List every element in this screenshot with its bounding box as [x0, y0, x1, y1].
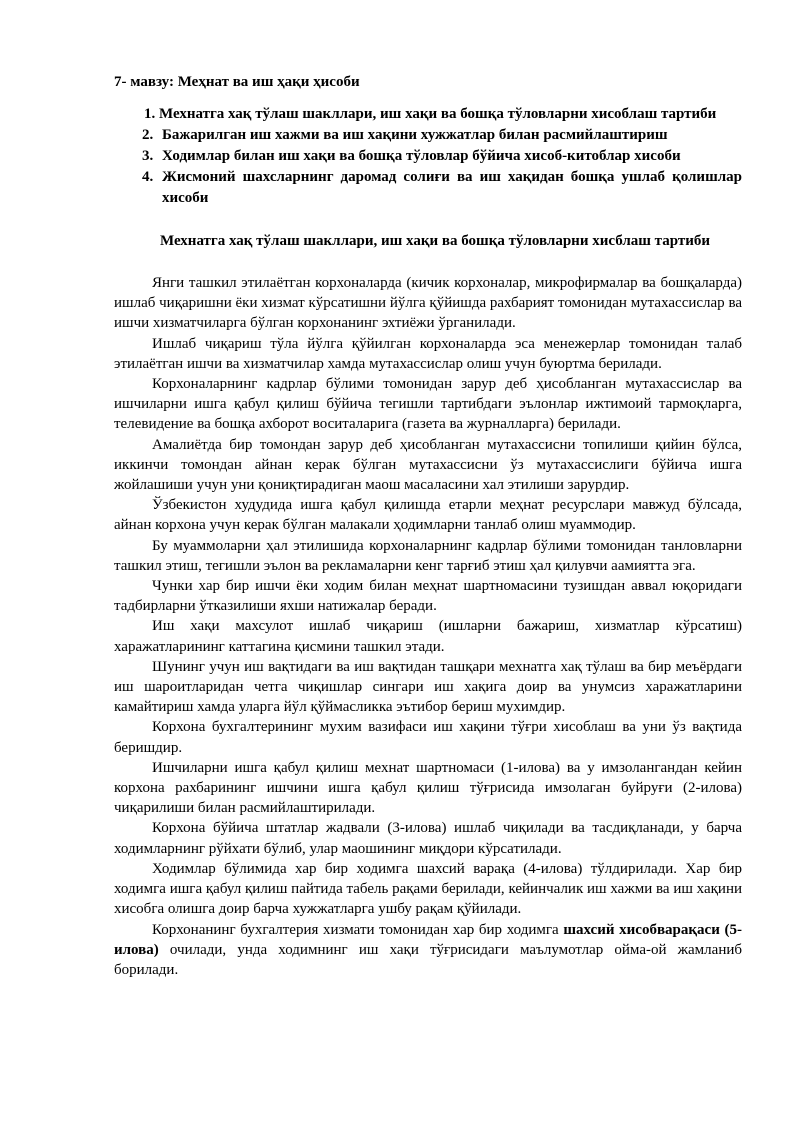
paragraph: Ишлаб чиқариш тўла йўлга қўйилган корхоналарда эса менежерлар томонидан талаб этилаётган ишчи ва хизматчилар хамда мутахассислар олиш учун буюртма берилади.: [114, 335, 742, 372]
paragraph: Чунки хар бир ишчи ёки ходим билан меҳнат шартномасини тузишдан аввал юқоридаги тадбирларни ўтказилиши яхши натижалар беради.: [114, 578, 742, 615]
topic-title: 7- мавзу: Меҳнат ва иш ҳақи ҳисоби: [114, 74, 360, 90]
outline-item: [114, 104, 742, 125]
bold-term: шахсий хисобварақаси (5-илова): [114, 921, 742, 958]
outline-item: [114, 167, 742, 209]
outline-text: Мехнатга хақ тўлаш шакллари, иш хақи ва бошқа тўловларни хисоблаш тартиби: [159, 106, 717, 122]
paragraph: Янги ташкил этилаётган корхоналарда (кичик корхоналар, микрофирмалар ва бошқаларда) ишлаб чиқаришни ёки хизмат кўрсатишни йўлга қўйишда рахбарият томонидан мутахассислар ва ишчи хизматчиларга бўлган корхонанинг эхтиёжи ўрганилади.: [114, 275, 742, 332]
topic-outline: [114, 104, 742, 209]
paragraph: Ходимлар бўлимида хар бир ходимга шахсий варақа (4-илова) тўлдирилади. Хар бир ходимга ишга қабул қилиш пайтида табель рақами берилади, кейинчалик иш хажми ва иш хақини хисобга олишга доир барча хужжатларга ушбу рақам қўйилади.: [114, 860, 742, 918]
outline-item: [114, 146, 742, 167]
paragraph: Иш хақи махсулот ишлаб чиқариш (ишларни бажариш, хизматлар кўрсатиш) харажатларининг каттагина қисмини ташкил этади.: [114, 618, 742, 655]
outline-text: Бажарилган иш хажми ва иш хақини хужжатлар билан расмийлаштириш: [162, 127, 668, 143]
paragraph: Шунинг учун иш вақтидаги ва иш вақтидан ташқари мехнатга хақ тўлаш ва бир меъёрдаги иш шароитларидан четга чиқишлар сингари иш хақига доир ва унумсиз харажатларини камайтириш хамда уларга йўл қўймасликка эътибор бериш мухимдир.: [114, 658, 742, 716]
outline-item: [114, 125, 742, 146]
outline-number: 1.: [144, 106, 156, 122]
document-page: [114, 72, 742, 980]
paragraph-text: Корхонанинг бухгалтерия хизмати томонидан хар бир ходимга: [152, 921, 564, 938]
paragraph: Ишчиларни ишга қабул қилиш мехнат шартномаси (1-илова) ва у имзолангандан кейин корхона рахбарининг ишчини ишга қабул қилиш тўғрисида имзолаган буйруғи (2-илова) чиқарилиши билан расмийлаштирилади.: [114, 759, 742, 817]
outline-text: Ходимлар билан иш хақи ва бошқа тўловлар бўйича хисоб-китоблар хисоби: [162, 148, 681, 164]
paragraph: Амалиётда бир томондан зарур деб ҳисобланган мутахассисни топилиши қийин бўлса, иккинчи томондан айнан керак бўлган мутахассисни ўз мутахассислиги бўйича ишга жойлашиши учун уни қониқтирадиган маош масаласини хал этилиши зарурдир.: [114, 436, 742, 494]
outline-number: 4.: [142, 169, 154, 185]
outline-number: 3.: [142, 148, 154, 164]
outline-text: Жисмоний шахсларнинг даромад солиғи ва иш хақидан бошқа ушлаб қолишлар хисоби: [162, 169, 742, 206]
outline-number: 2.: [142, 127, 154, 143]
section-title: Мехнатга хақ тўлаш шакллари, иш хақи ва бошқа тўловларни хисблаш тартиби: [159, 233, 710, 249]
paragraph-text: очилади, унда ходимнинг иш хақи тўғрисидаги маълумотлар ойма-ой жамланиб борилади.: [114, 941, 742, 978]
paragraph: Корхоналарнинг кадрлар бўлими томонидан зарур деб ҳисобланган мутахассислар ва ишчиларни ишга қабул қилиш бўйича тегишли тартибдаги эълонлар ижтимоий тармоқларга, телевидение ва бошқа ахборот воситаларига (газета ва журналларга) берилади.: [114, 376, 742, 433]
paragraph-last: [114, 920, 742, 981]
paragraph: Корхона бухгалтерининг мухим вазифаси иш хақини тўғри хисоблаш ва уни ўз вақтида беришдир.: [114, 719, 742, 756]
paragraph: Бу муаммоларни ҳал этилишида корхоналарнинг кадрлар бўлими томонидан танловларни ташкил этиш, тегишли эълон ва рекламаларни кенг тарғиб этиш ҳал қилувчи аамиятта эга.: [114, 537, 742, 574]
paragraph: Ўзбекистон худудида ишга қабул қилишда етарли меҳнат ресурслари мавжуд бўлсада, айнан корхона учун керак бўлган малакали ҳодимларни танлаб олиш муаммодир.: [114, 497, 742, 534]
paragraph: Корхона бўйича штатлар жадвали (3-илова) ишлаб чиқилади ва тасдиқланади, у барча ходимларнинг рўйхати бўлиб, улар маошининг миқдори кўрсатилади.: [114, 820, 742, 857]
